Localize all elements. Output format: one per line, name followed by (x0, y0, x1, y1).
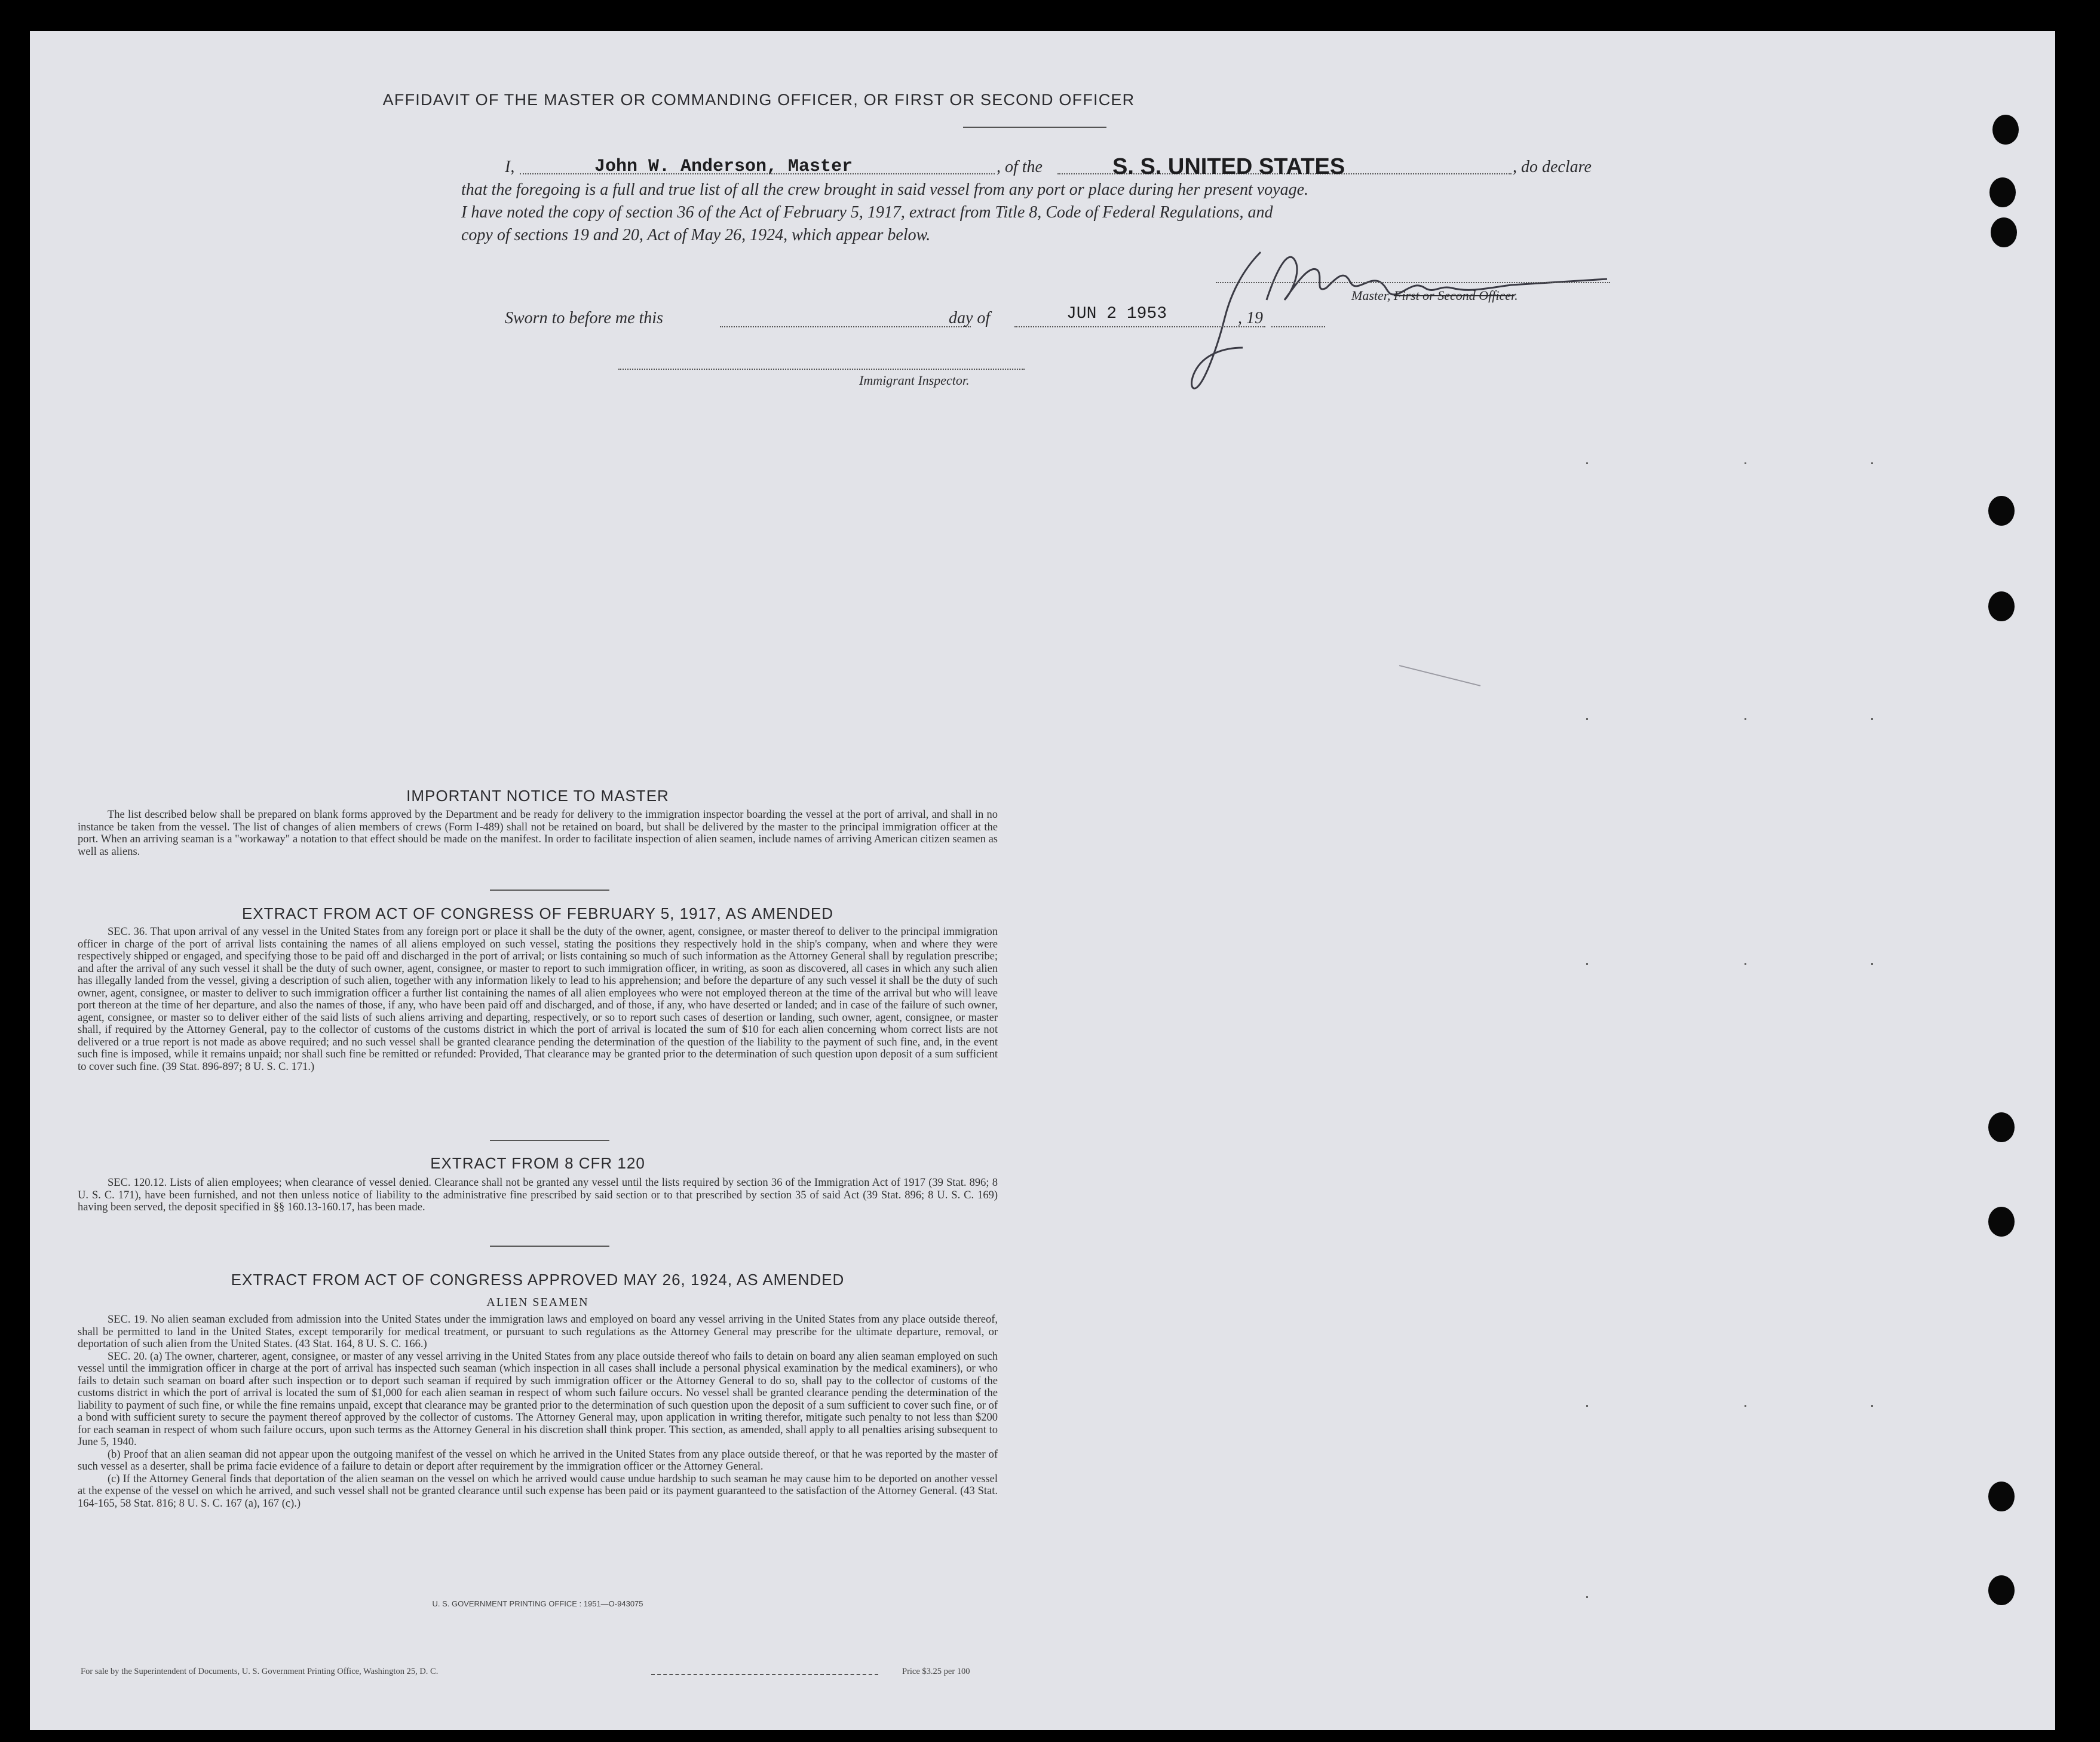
punch-hole (1992, 115, 2019, 145)
year-prefix: , 19 (1238, 309, 1263, 327)
title-rule (963, 127, 1106, 128)
margin-mark (1871, 963, 1873, 965)
declaration-line-4: copy of sections 19 and 20, Act of May 26, 1924, which appear below. (461, 226, 931, 244)
inspector-label: Immigrant Inspector. (859, 373, 970, 388)
margin-mark (1745, 963, 1746, 965)
extract-1917-heading: EXTRACT FROM ACT OF CONGRESS OF FEBRUARY 5, 1917, AS AMENDED (242, 904, 833, 922)
sec-20a-text: SEC. 20. (a) The owner, charterer, agent, consignee, or master of any vessel arriving in the United States from any place outside thereof who fails to detain on board any alien seaman employed on such vessel until the immigration officer in charge at the port of arrival has inspected such seaman (which inspection in all cases shall include a personal physical examination by the medical examiners), or who fails to detain such seaman on board after such inspection or to deport such seaman if required by such immigration officer or the Attorney General to do so, shall pay to the collector of customs of the customs district in which the port of arrival is located the sum of $1,000 for each alien seaman in respect of whom such failure occurs. No vessel shall be granted clearance pending the determination of the liability to payment of such fine, or while the fine remains unpaid, except that clearance may be granted prior to the determination of such question upon the deposit of a sum sufficient to cover such fine, or of a bond with sufficient surety to secure the payment thereof approved by the collector of customs. The Attorney General may, upon application in writing therefor, mitigate such penalty to not less than $200 for each seaman in respect of whom such failure occurs, upon such terms as the Attorney General in his discretion shall think proper. This section, as amended, shall apply to all penalties arising subsequent to June 5, 1940. (78, 1350, 998, 1448)
day-of-text: day of (949, 309, 991, 327)
extract-8cfr-text: SEC. 120.12. Lists of alien employees; when clearance of vessel denied. Clearance shall not be granted any vessel until the lists required by section 36 of the Immigration Act of 1917 (39 Stat. 896; 8 U. S. C. 171), have been furnished, and not then unless notice of liability to the administrative fine prescribed by said section or to that prescribed by section 35 of said Act (39 Stat. 896; 8 U. S. C. 169) having been served, the deposit specified in §§ 160.13-160.17, has been made. (78, 1177, 998, 1213)
margin-mark (1871, 1405, 1873, 1407)
punch-hole (1988, 1112, 2015, 1142)
document-page (30, 31, 2055, 1730)
gpo-imprint: U. S. GOVERNMENT PRINTING OFFICE : 1951—O-943075 (432, 1599, 643, 1608)
stray-mark (1399, 665, 1480, 686)
margin-mark (1586, 963, 1588, 965)
margin-mark (1586, 718, 1588, 720)
punch-hole (1988, 1575, 2015, 1605)
margin-mark (1586, 462, 1588, 464)
extract-1917-text: SEC. 36. That upon arrival of any vessel in the United States from any foreign port or place it shall be the duty of the owner, agent, consignee, or master thereof to deliver to the principal immigration officer in charge of the port of arrival lists containing the names of all aliens employed on such vessel, stating the positions they respectively hold in the ship's company, when and where they were respectively shipped or engaged, and specifying those to be paid off and discharged in the port of arrival; or lists containing so much of such information as the Attorney General shall by regulation prescribe; and after the arrival of any such vessel it shall be the duty of such owner, agent, consignee, or master to report to such immigration officer, in writing, as soon as discovered, all cases in which any such alien has illegally landed from the vessel, giving a description of such alien, together with any information likely to lead to his apprehension; and before the departure of any such vessel it shall be the duty of such owner, agent, consignee, or master to deliver to such immigration officer a further list containing the names of all alien employees who were not employed thereon at the time of the arrival but who will leave port thereon at the time of her departure, and also the names of those, if any, who have been paid off and discharged, and of those, if any, who have deserted or landed; and in case of the failure of such owner, agent, consignee, or master so to deliver either of the said lists of such aliens arriving and departing, respectively, or so to report such cases of desertion or landing, such owner, agent, consignee, or master shall, if required by the Attorney General, pay to the collector of customs of the customs district in which the port of arrival is located the sum of $10 for each alien concerning whom correct lists are not delivered or a true report is not made as above required; and no such vessel shall be granted clearance pending the determination of the question of the liability to the payment of such fine, and, in the event such fine is imposed, while it remains unpaid; nor shall such fine be remitted or refunded: Provided, That clearance may be granted prior to the determination of such question upon deposit of a sum sufficient to cover such fine. (39 Stat. 896-897; 8 U. S. C. 171.) (78, 926, 998, 1073)
punch-hole (1988, 496, 2015, 526)
master-name: John W. Anderson, Master (594, 157, 853, 177)
declaration-line-3: I have noted the copy of section 36 of the Act of February 5, 1917, extract from Title 8, Code of Federal Regulations, and (461, 203, 1273, 222)
struck-officer-text: First or Second Officer (1393, 288, 1515, 303)
punch-hole (1988, 1482, 2015, 1511)
punch-hole (1988, 591, 2015, 621)
sec-20b-text: (b) Proof that an alien seaman did not appear upon the outgoing manifest of the vessel on which he arrived in the United States from any place outside thereof, or that he was reported by the master of such vessel as a deserter, shall be prima facie evidence of a failure to detain or deport after requirement by the immigration officer or the Attorney General. (78, 1448, 998, 1473)
margin-mark (1745, 718, 1746, 720)
vessel-name: S. S. UNITED STATES (1112, 154, 1345, 179)
day-blank (720, 326, 971, 327)
margin-mark (1871, 718, 1873, 720)
punch-hole (1991, 217, 2017, 247)
signature-blank (1216, 282, 1610, 283)
footer-leader (651, 1674, 878, 1675)
sworn-prefix: Sworn to before me this (505, 309, 663, 327)
month-blank (1014, 326, 1265, 327)
of-the-text: , of the (997, 158, 1043, 176)
margin-mark (1586, 1405, 1588, 1407)
extract-8cfr-heading: EXTRACT FROM 8 CFR 120 (430, 1154, 645, 1172)
year-blank (1271, 326, 1325, 327)
master-role-label: Master, First or Second Officer. (1351, 288, 1518, 303)
punch-hole (1988, 1207, 2015, 1237)
sec-20c-text: (c) If the Attorney General finds that deportation of the alien seaman on the vessel on which he arrived would cause undue hardship to such seaman he may cause him to be deported on another vessel at the expense of the vessel on which he arrived, and such vessel shall not be granted clearance until such expense has been paid or its payment guaranteed to the satisfaction of the Attorney General. (43 Stat. 164-165, 58 Stat. 816; 8 U. S. C. 167 (a), 167 (c).) (78, 1473, 998, 1510)
extract-1924-heading: EXTRACT FROM ACT OF CONGRESS APPROVED MAY 26, 1924, AS AMENDED (231, 1271, 845, 1289)
notice-heading: IMPORTANT NOTICE TO MASTER (406, 787, 669, 805)
margin-mark (1745, 1405, 1746, 1407)
notice-text: The list described below shall be prepared on blank forms approved by the Department and be ready for delivery to the immigration inspector boarding the vessel at the port of arrival, and shall in no instance be taken from the vessel. The list of changes of alien members of crews (Form I-489) shall not be retained on board, but shall be delivered by the master to the principal immigration officer at the port. When an arriving seaman is a "workaway" a notation to that effect should be made on the manifest. In order to facilitate inspection of alien seamen, include names of arriving American citizen seamen as well as aliens. (78, 809, 998, 858)
do-declare-text: , do declare (1513, 158, 1592, 176)
alien-seamen-subheading: ALIEN SEAMEN (486, 1296, 589, 1309)
sale-notice: For sale by the Superintendent of Documents, U. S. Government Printing Office, Washington 25, D. C. (81, 1667, 439, 1676)
separator-rule (490, 1140, 609, 1141)
punch-hole (1989, 177, 2016, 207)
separator-rule (490, 1246, 609, 1247)
sworn-date-stamp: JUN 2 1953 (1066, 305, 1167, 323)
margin-mark (1871, 462, 1873, 464)
declaration-line-2: that the foregoing is a full and true list of all the crew brought in said vessel from any port or place during her present voyage. (461, 180, 1309, 199)
margin-mark (1586, 1596, 1588, 1598)
inspector-signature-blank (618, 369, 1025, 370)
decl-prefix: I, (505, 158, 515, 176)
affidavit-title: AFFIDAVIT OF THE MASTER OR COMMANDING OFFICER, OR FIRST OR SECOND OFFICER (382, 91, 1135, 109)
sec-19-text: SEC. 19. No alien seaman excluded from admission into the United States under the immigration laws and employed on board any vessel arriving in the United States from any place outside thereof, shall be permitted to land in the United States, except temporarily for medical treatment, or pursuant to such regulations as the Attorney General may prescribe for the ultimate departure, removal, or deportation of such alien from the United States. (43 Stat. 164, 8 U. S. C. 166.) (78, 1314, 998, 1350)
separator-rule (490, 890, 609, 891)
extract-1924-text (78, 1314, 998, 1510)
price-notice: Price $3.25 per 100 (902, 1667, 970, 1676)
margin-mark (1745, 462, 1746, 464)
